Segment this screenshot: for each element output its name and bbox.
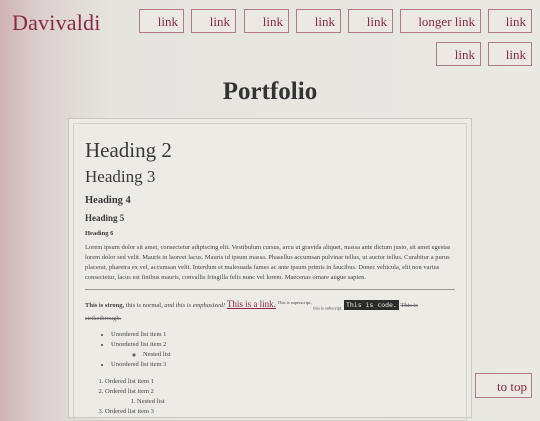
ordered-list — [105, 377, 455, 417]
list-item-label: Ordered list item 2 — [105, 388, 154, 396]
heading-6: Heading 6 — [85, 230, 114, 237]
list-item — [111, 360, 455, 370]
nav-link-1[interactable]: link — [139, 9, 184, 33]
inline-styles-paragraph — [85, 297, 455, 324]
heading-3: Heading 3 — [85, 167, 156, 186]
list-item — [105, 377, 455, 387]
heading-4: Heading 4 — [85, 195, 131, 206]
list-item-label: Nested list — [137, 398, 165, 406]
nav-link-3[interactable]: link — [244, 9, 289, 33]
inline-link[interactable]: This is a link. — [226, 299, 276, 310]
list-item-label: Unordered list item 2 — [111, 341, 167, 349]
brand-logo[interactable]: Davivaldi — [12, 10, 101, 35]
content-card-inner — [73, 123, 467, 421]
emphasized-text: and this is emphasized! — [164, 302, 226, 310]
nav-link-5[interactable]: link — [348, 9, 393, 33]
heading-2: Heading 2 — [85, 138, 172, 162]
nav-link-2[interactable]: link — [191, 9, 236, 33]
list-item — [105, 407, 455, 417]
code-text: This is code. — [345, 301, 397, 310]
normal-text: this is normal, — [124, 302, 165, 310]
list-item — [143, 350, 455, 360]
unordered-list — [111, 330, 455, 370]
nested-unordered-list — [143, 350, 455, 360]
list-item-label: Unordered list item 3 — [111, 361, 167, 369]
strikethrough-text: This is strikethrough. — [85, 302, 418, 323]
strong-text: This is strong, — [85, 302, 125, 310]
list-item — [105, 387, 455, 407]
lorem-paragraph: Lorem ipsum dolor sit amet, consectetur adipiscing elit. Vestibulum cursus, arcu ut gravida aliquet, massa ante dictum justo, sit amet egestas lorem dolor sed velit. Mauris in laoreet lacus. Mauris id ipsum massa. Phasellus accumsan pulvinar tellus, ut auctor tellus. Curabitur a purus placerat, pharetra ex vel, accumsan velit. Interdum et malesuada fames ac ante ipsum primis in faucibus. Donec vehicula, elit non varius consectetur, lacus est finibus mauris, convallis fringilla felis nunc vel lorem. Maecenas ornare augue sapien. — [85, 244, 451, 281]
list-item — [111, 330, 455, 340]
list-item-label: Ordered list item 1 — [105, 378, 154, 386]
nav-link-8[interactable]: link — [436, 42, 481, 66]
divider — [85, 289, 455, 290]
list-item — [137, 397, 455, 407]
superscript-text: This is superscript, — [277, 300, 312, 305]
list-item — [111, 340, 455, 360]
nav-link-longer[interactable]: longer link — [400, 9, 481, 33]
page-title: Portfolio — [222, 78, 318, 105]
heading-5: Heading 5 — [85, 213, 125, 223]
to-top-button[interactable]: to top — [475, 373, 532, 398]
list-item-label: Ordered list item 3 — [105, 408, 154, 416]
content-card — [68, 118, 472, 418]
nested-ordered-list — [137, 397, 455, 407]
nav-link-4[interactable]: link — [296, 9, 341, 33]
nav-link-9[interactable]: link — [488, 42, 532, 66]
nav-link-7[interactable]: link — [488, 9, 532, 33]
list-item-label: Unordered list item 1 — [111, 331, 167, 339]
subscript-text: this is subscript. — [313, 305, 343, 311]
list-item-label: Nested list — [143, 351, 171, 359]
